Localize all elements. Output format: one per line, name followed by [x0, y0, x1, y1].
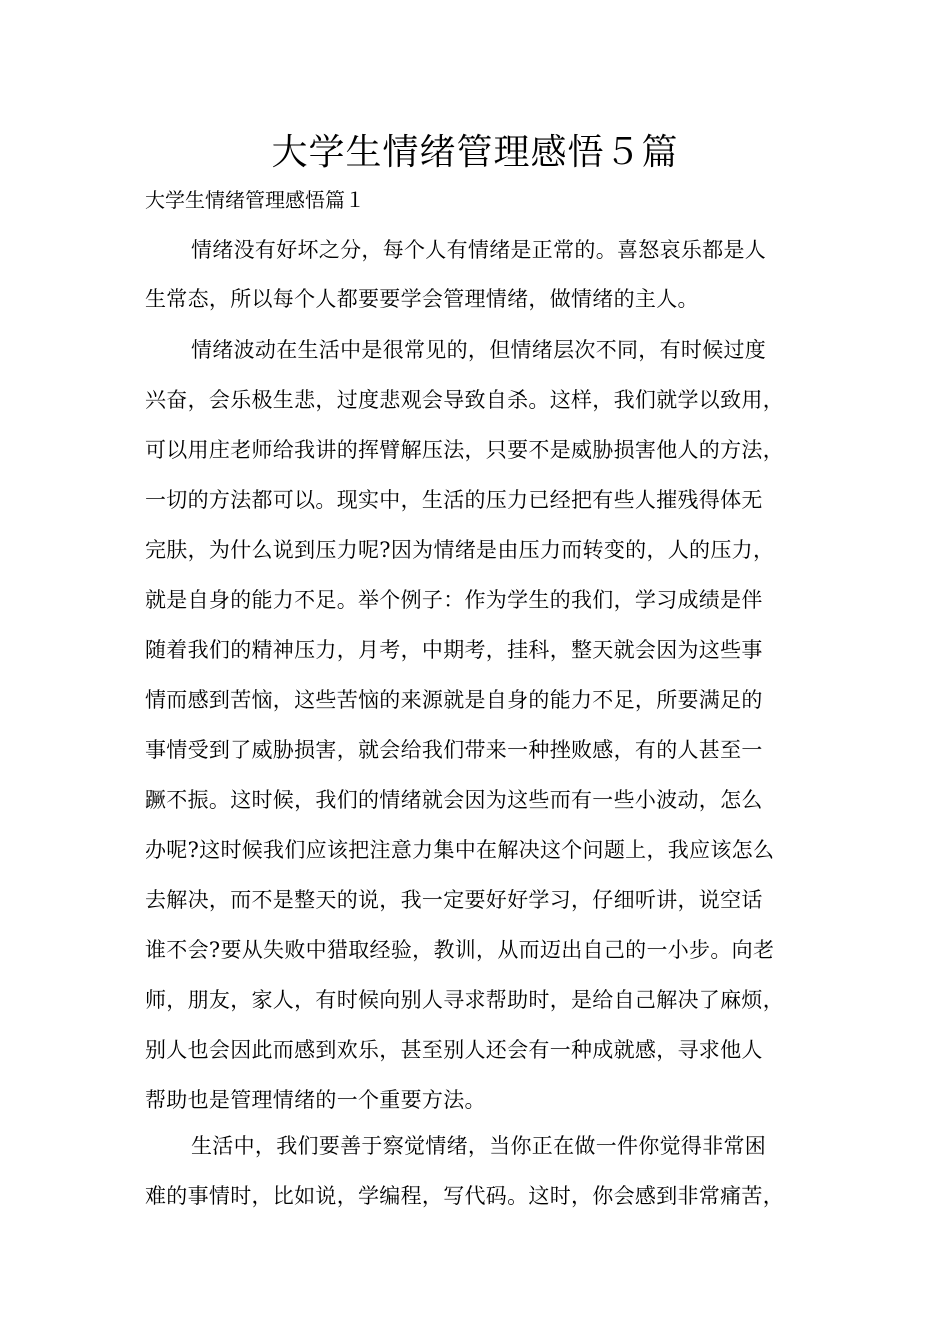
paragraph-line: 师，朋友，家人，有时候向别人寻求帮助时，是给自己解决了麻烦， [145, 988, 784, 1012]
paragraph-line: 情绪没有好坏之分，每个人有情绪是正常的。喜怒哀乐都是人 [191, 238, 767, 262]
paragraph-line: 蹶不振。这时候，我们的情绪就会因为这些而有一些小波动，怎么 [145, 788, 763, 812]
paragraph-line: 生常态，所以每个人都要要学会管理情绪，做情绪的主人。 [145, 287, 699, 311]
paragraph-line: 难的事情时，比如说，学编程，写代码。这时，你会感到非常痛苦， [145, 1184, 784, 1208]
paragraph-line: 就是自身的能力不足。举个例子：作为学生的我们，学习成绩是伴 [145, 588, 763, 612]
paragraph-line: 随着我们的精神压力，月考，中期考，挂科，整天就会因为这些事 [145, 638, 763, 662]
paragraph-line: 别人也会因此而感到欢乐，甚至别人还会有一种成就感，寻求他人 [145, 1038, 763, 1062]
paragraph-line: 生活中，我们要善于察觉情绪，当你正在做一件你觉得非常困 [191, 1134, 767, 1158]
paragraph-line: 事情受到了威胁损害，就会给我们带来一种挫败感，有的人甚至一 [145, 738, 763, 762]
paragraph-line: 办呢?这时候我们应该把注意力集中在解决这个问题上，我应该怎么 [145, 838, 775, 862]
paragraph-line: 去解决，而不是整天的说，我一定要好好学习，仔细听讲，说空话 [145, 888, 763, 912]
paragraph-line: 可以用庄老师给我讲的挥臂解压法，只要不是威胁损害他人的方法， [145, 438, 784, 462]
section-heading: 大学生情绪管理感悟篇１ [145, 188, 365, 212]
paragraph-line: 情而感到苦恼，这些苦恼的来源就是自身的能力不足，所要满足的 [145, 688, 763, 712]
document-title: 大学生情绪管理感悟５篇 [271, 132, 679, 173]
paragraph-line: 兴奋，会乐极生悲，过度悲观会导致自杀。这样，我们就学以致用， [145, 388, 784, 412]
paragraph-line: 谁不会?要从失败中猎取经验，教训，从而迈出自己的一小步。向老 [145, 938, 775, 962]
paragraph-line: 完肤，为什么说到压力呢?因为情绪是由压力而转变的，人的压力， [145, 538, 775, 562]
paragraph-line: 帮助也是管理情绪的一个重要方法。 [145, 1088, 486, 1112]
paragraph-line: 一切的方法都可以。现实中，生活的压力已经把有些人摧残得体无 [145, 488, 763, 512]
paragraph-line: 情绪波动在生活中是很常见的，但情绪层次不同，有时候过度 [191, 338, 767, 362]
